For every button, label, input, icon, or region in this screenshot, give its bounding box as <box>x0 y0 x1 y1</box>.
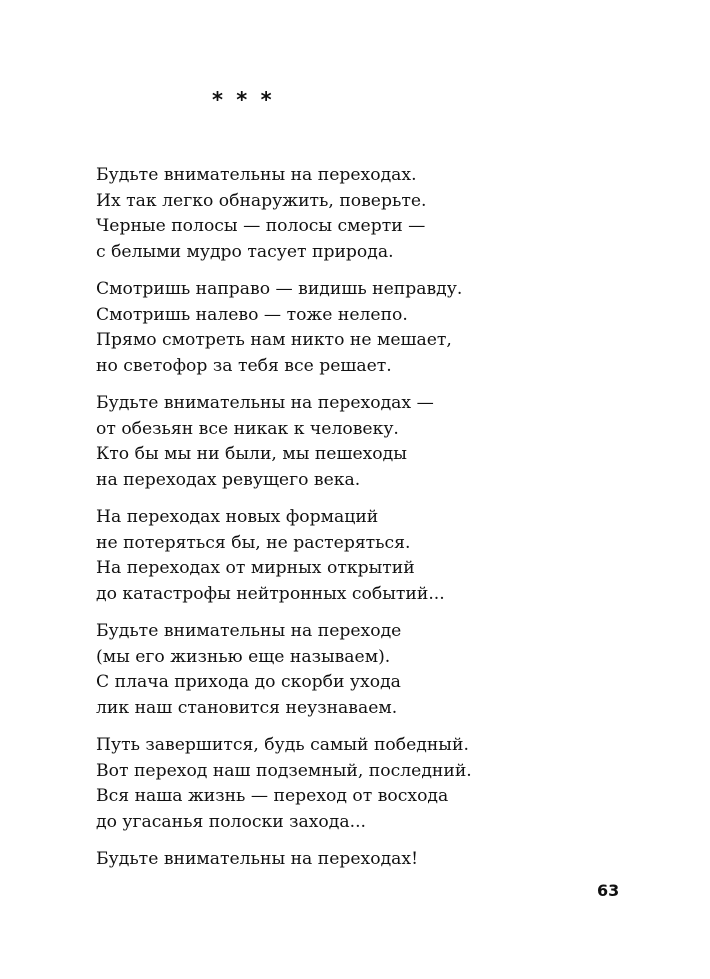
page-number: 63 <box>597 881 620 900</box>
poem-line: Смотришь направо — видишь неправду. <box>96 279 463 299</box>
poem-line: Вся наша жизнь — переход от восхода <box>96 786 449 806</box>
poem-line: Их так легко обнаружить, поверьте. <box>96 190 427 211</box>
poem-line: но светофор за тебя все решает. <box>96 355 392 376</box>
poem-line: до катастрофы нейтронных событий... <box>96 583 445 604</box>
stanza <box>96 847 656 873</box>
poem-line: Кто бы мы ни были, мы пешеходы <box>96 444 407 464</box>
poem-line: Прямо смотреть нам никто не мешает, <box>96 330 452 350</box>
poem-line: Смотришь налево — тоже нелепо. <box>96 304 408 325</box>
poem-line: На переходах от мирных открытий <box>96 558 415 578</box>
poem-line: с белыми мудро тасует природа. <box>96 241 394 262</box>
poem-line: лик наш становится неузнаваем. <box>96 697 398 718</box>
poem-line: Будьте внимательны на переходах. <box>96 165 417 185</box>
stanza <box>96 505 656 607</box>
poem-line: на переходах ревущего века. <box>96 469 361 490</box>
poem-line: На переходах новых формаций <box>96 507 379 527</box>
poem <box>96 163 656 885</box>
poem-line: С плача прихода до скорби ухода <box>96 672 401 692</box>
stanza <box>96 163 656 265</box>
poem-line: до угасанья полоски захода... <box>96 811 366 832</box>
poem-line: Черные полосы — полосы смерти — <box>96 216 426 236</box>
stanza <box>96 619 656 721</box>
poem-line: (мы его жизнью еще называем). <box>96 646 391 667</box>
poem-line: Вот переход наш подземный, последний. <box>96 760 472 781</box>
stanza <box>96 733 656 835</box>
section-separator: * * * <box>212 88 275 112</box>
poem-line: Путь завершится, будь самый победный. <box>96 735 469 755</box>
poem-line: от обезьян все никак к человеку. <box>96 418 399 439</box>
poem-line: не потеряться бы, не растеряться. <box>96 532 411 553</box>
poem-line: Будьте внимательны на переходах — <box>96 393 434 413</box>
poem-line: Будьте внимательны на переходах! <box>96 849 419 869</box>
poem-line: Будьте внимательны на переходе <box>96 621 402 641</box>
stanza <box>96 277 656 379</box>
stanza <box>96 391 656 493</box>
